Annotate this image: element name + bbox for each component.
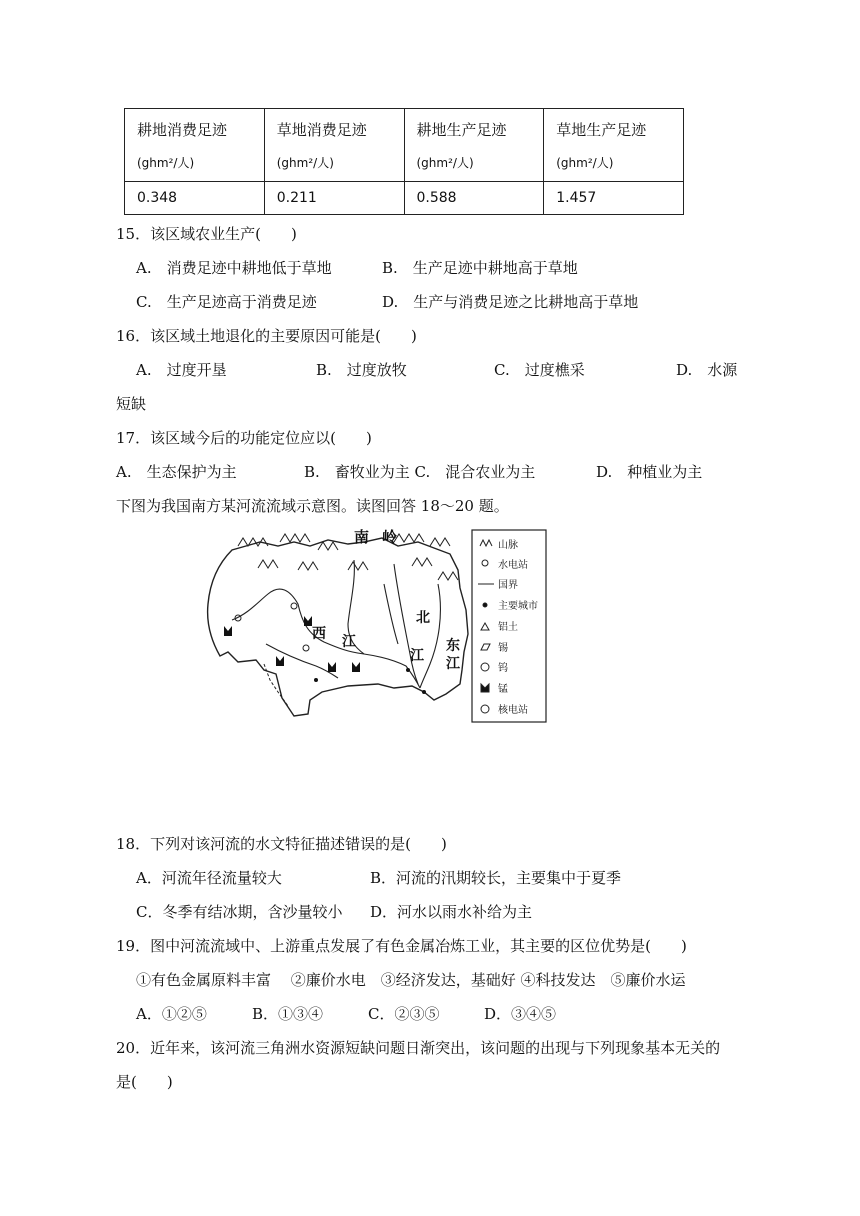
q19-option-d[interactable]: D．③④⑤ [484, 1005, 557, 1023]
map-label-nan: 南 [354, 528, 370, 546]
q19-option-b[interactable]: B．①③④ [252, 1005, 324, 1023]
value-cell: 0.588 [404, 182, 544, 215]
header-cell: 耕地生产足迹 (ghm²/人) [404, 109, 544, 182]
q18-stem: 18．下列对该河流的水文特征描述错误的是( ) [116, 835, 447, 853]
manganese-icon [224, 616, 360, 672]
q19-stem: 19．图中河流流域中、上游重点发展了有色金属冶炼工业，其主要的区位优势是( ) [116, 937, 687, 955]
header-cell: 草地消费足迹 (ghm²/人) [264, 109, 404, 182]
basin-outline [208, 538, 468, 716]
q15-stem: 15．该区域农业生产( ) [116, 225, 297, 243]
q18-option-b[interactable]: B．河流的汛期较长，主要集中于夏季 [370, 869, 622, 887]
value-cell: 1.457 [544, 182, 684, 215]
border-line [264, 664, 288, 706]
q19-items: ①有色金属原料丰富 ②廉价水电 ③经济发达，基础好 ④科技发达 ⑤廉价水运 [136, 971, 686, 989]
mountain-icon [238, 534, 458, 580]
q15-option-a[interactable]: A. 消费足迹中耕地低于草地 [136, 259, 332, 277]
q20-stem-continued: 是( ) [116, 1073, 173, 1091]
q15-option-d[interactable]: D. 生产与消费足迹之比耕地高于草地 [382, 293, 639, 311]
q17-option-d[interactable]: D. 种植业为主 [596, 463, 703, 481]
legend-tungsten: 钨 [498, 663, 508, 674]
legend-bauxite: 铝土 [498, 622, 518, 633]
q20-stem: 20．近年来，该河流三角洲水资源短缺问题日渐突出，该问题的出现与下列现象基本无关的 [116, 1039, 721, 1057]
river-label-bei-2: 江 [410, 648, 424, 664]
river-basin-map [198, 524, 550, 730]
q18-option-a[interactable]: A．河流年径流量较大 [136, 869, 282, 887]
q17-option-a[interactable]: A. 生态保护为主 [116, 463, 237, 481]
legend-manganese: 锰 [498, 684, 508, 695]
q18-option-c[interactable]: C．冬季有结冰期，含沙量较小 [136, 903, 343, 921]
q19-option-a[interactable]: A．①②⑤ [136, 1005, 207, 1023]
value-cell: 0.348 [125, 182, 265, 215]
q17-stem: 17．该区域今后的功能定位应以( ) [116, 429, 372, 447]
river-label-bei-1: 北 [416, 610, 430, 626]
q15-option-c[interactable]: C. 生产足迹高于消费足迹 [136, 293, 317, 311]
hydropower-icon [235, 603, 309, 651]
q19-option-c[interactable]: C．②③⑤ [368, 1005, 440, 1023]
q16-option-d-continued: 短缺 [116, 395, 147, 413]
map-intro: 下图为我国南方某河流流域示意图。读图回答 18～20 题。 [116, 497, 509, 515]
river-label-xi-2: 江 [342, 634, 356, 650]
q17-option-b-c[interactable]: B. 畜牧业为主 C. 混合农业为主 [304, 463, 536, 481]
value-cell: 0.211 [264, 182, 404, 215]
legend-city: 主要城市 [498, 601, 538, 612]
q16-option-d[interactable]: D. 水源 [676, 361, 738, 379]
river-label-dong-2: 江 [446, 656, 460, 672]
q16-option-c[interactable]: C. 过度樵采 [494, 361, 585, 379]
legend-mountain: 山脉 [498, 540, 518, 551]
q18-option-d[interactable]: D．河水以雨水补给为主 [370, 903, 533, 921]
legend-hydropower: 水电站 [498, 560, 528, 571]
header-cell: 草地生产足迹 (ghm²/人) [544, 109, 684, 182]
q16-stem: 16．该区域土地退化的主要原因可能是( ) [116, 327, 417, 345]
q15-option-b[interactable]: B. 生产足迹中耕地高于草地 [382, 259, 578, 277]
header-cell: 耕地消费足迹 (ghm²/人) [125, 109, 265, 182]
legend-nuclear: 核电站 [498, 705, 528, 716]
legend-tin: 锡 [498, 643, 508, 654]
river-label-xi-1: 西 [312, 626, 326, 642]
map-label-ling: 岭 [382, 528, 398, 546]
footprint-table [124, 108, 684, 215]
q16-option-b[interactable]: B. 过度放牧 [316, 361, 407, 379]
river-label-dong-1: 东 [446, 638, 460, 654]
legend-border: 国界 [498, 580, 518, 591]
q16-option-a[interactable]: A. 过度开垦 [136, 361, 227, 379]
